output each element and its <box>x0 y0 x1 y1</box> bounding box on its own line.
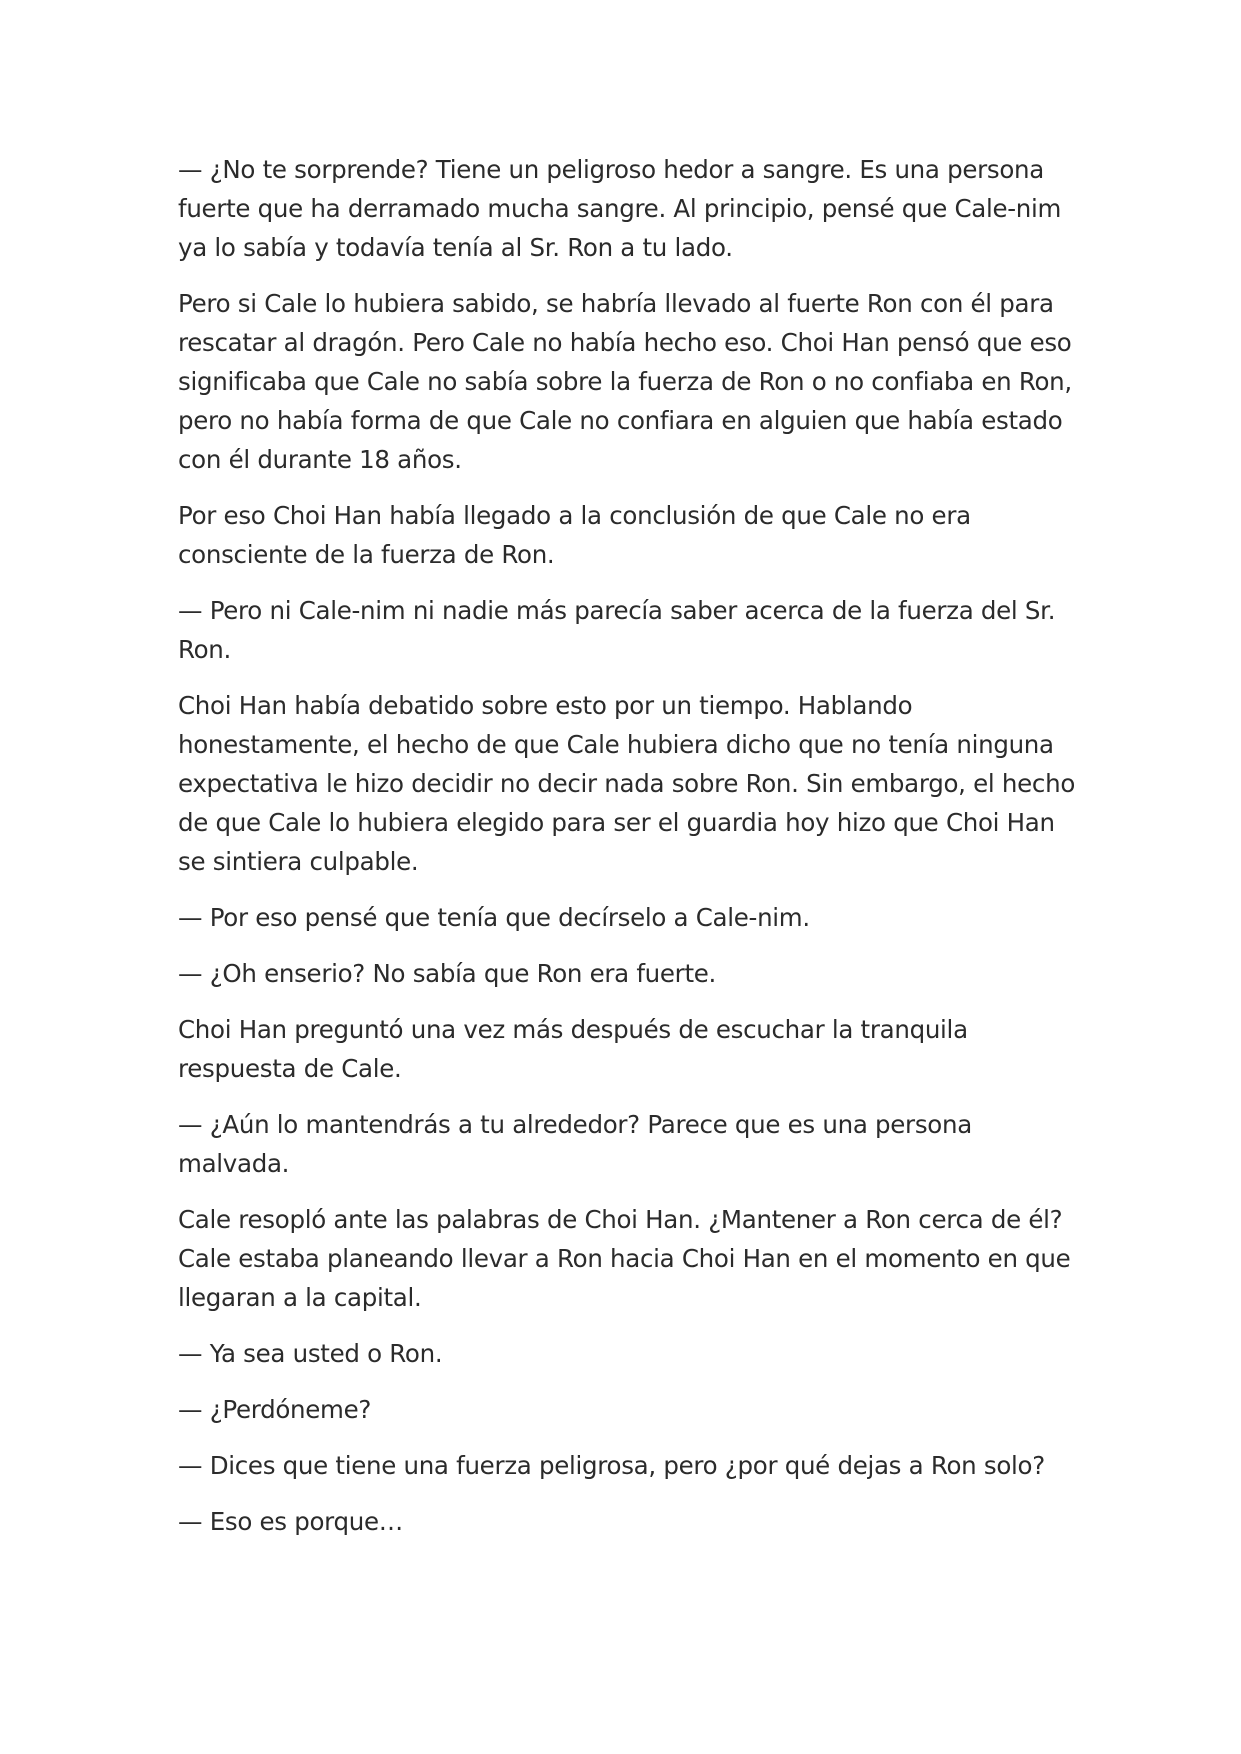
paragraph-5: Choi Han había debatido sobre esto por un tiempo. Hablando honestamente, el hecho de que Cale hubiera dicho que no tenía ninguna expectativa le hizo decidir no decir nada sobre Ron. Sin embargo, el hecho de que Cale lo hubiera elegido para ser el guardia hoy hizo que Choi Han se sintiera culpable. <box>178 691 1076 876</box>
paragraph-2: Pero si Cale lo hubiera sabido, se habría llevado al fuerte Ron con él para rescatar al dragón. Pero Cale no había hecho eso. Choi Han pensó que eso significaba que Cale no sabía sobre la fuerza de Ron o no confiaba en Ron, pero no había forma de que Cale no confiara en alguien que había estado con él durante 18 años. <box>178 289 1072 474</box>
paragraph-12: — ¿Perdóneme? <box>178 1395 372 1424</box>
paragraph-10: Cale resopló ante las palabras de Choi Han. ¿Mantener a Ron cerca de él? Cale estaba planeando llevar a Ron hacia Choi Han en el momento en que llegaran a la capital. <box>178 1205 1071 1312</box>
paragraph-13: — Dices que tiene una fuerza peligrosa, pero ¿por qué dejas a Ron solo? <box>178 1451 1045 1480</box>
paragraph-6: — Por eso pensé que tenía que decírselo a Cale-nim. <box>178 903 810 932</box>
paragraph-1: — ¿No te sorprende? Tiene un peligroso hedor a sangre. Es una persona fuerte que ha derramado mucha sangre. Al principio, pensé que Cale-nim ya lo sabía y todavía tenía al Sr. Ron a tu lado. <box>178 155 1062 262</box>
paragraph-7: — ¿Oh enserio? No sabía que Ron era fuerte. <box>178 959 717 988</box>
paragraph-3: Por eso Choi Han había llegado a la conclusión de que Cale no era consciente de la fuerza de Ron. <box>178 501 971 569</box>
paragraph-14: — Eso es porque… <box>178 1507 403 1536</box>
paragraph-4: — Pero ni Cale-nim ni nadie más parecía saber acerca de la fuerza del Sr. Ron. <box>178 596 1056 664</box>
body-text <box>178 150 1078 1558</box>
paragraph-8: Choi Han preguntó una vez más después de escuchar la tranquila respuesta de Cale. <box>178 1015 968 1083</box>
paragraph-9: — ¿Aún lo mantendrás a tu alrededor? Parece que es una persona malvada. <box>178 1110 972 1178</box>
paragraph-11: — Ya sea usted o Ron. <box>178 1339 443 1368</box>
